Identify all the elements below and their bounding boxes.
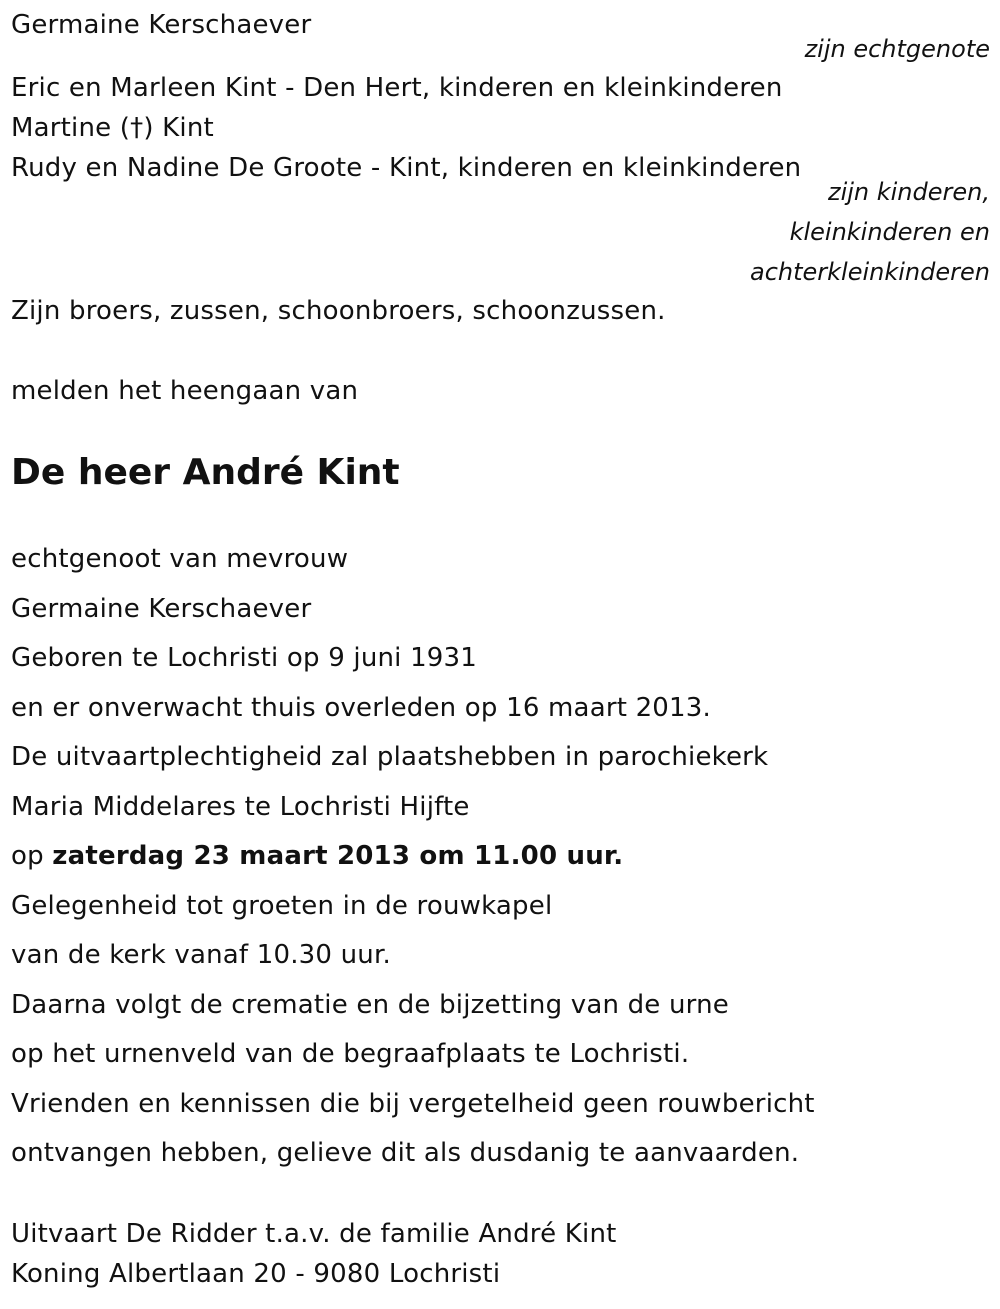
children-role-line-3: achterkleinkinderen	[750, 258, 990, 286]
greeting-line-1: Gelegenheid tot groeten in de rouwkapel	[11, 891, 553, 921]
deceased-name: De heer André Kint	[11, 452, 400, 493]
cremation-line-1: Daarna volgt de crematie en de bijzetting van de urne	[11, 990, 729, 1020]
date-prefix: op	[11, 841, 44, 871]
cremation-line-2: op het urnenveld van de begraafplaats te Lochristi.	[11, 1039, 690, 1069]
ceremony-date-line	[11, 840, 623, 872]
address-line-2: Koning Albertlaan 20 - 9080 Lochristi	[11, 1259, 501, 1289]
notice-line-2: ontvangen hebben, gelieve dit als dusdanig te aanvaarden.	[11, 1138, 800, 1168]
children-role-line-1: zijn kinderen,	[827, 178, 990, 206]
children-line-1: Eric en Marleen Kint - Den Hert, kinderen en kleinkinderen	[11, 73, 783, 103]
notice-line-1: Vrienden en kennissen die bij vergetelheid geen rouwbericht	[11, 1089, 815, 1119]
ceremony-line-1: De uitvaartplechtigheid zal plaatshebben in parochiekerk	[11, 742, 769, 772]
wife-role: zijn echtgenote	[804, 35, 990, 63]
children-role-line-2: kleinkinderen en	[789, 218, 990, 246]
children-line-3: Rudy en Nadine De Groote - Kint, kinderen en kleinkinderen	[11, 153, 802, 183]
greeting-line-2: van de kerk vanaf 10.30 uur.	[11, 940, 391, 970]
ceremony-line-2: Maria Middelares te Lochristi Hijfte	[11, 792, 470, 822]
spouse-name-line: Germaine Kerschaever	[11, 594, 312, 624]
children-line-2: Martine (†) Kint	[11, 113, 214, 143]
spouse-of-line: echtgenoot van mevrouw	[11, 544, 349, 574]
address-line-1: Uitvaart De Ridder t.a.v. de familie André Kint	[11, 1219, 617, 1249]
born-line: Geboren te Lochristi op 9 juni 1931	[11, 643, 478, 673]
date-bold: zaterdag 23 maart 2013 om 11.00 uur.	[52, 841, 624, 871]
siblings-line: Zijn broers, zussen, schoonbroers, schoonzussen.	[11, 296, 666, 326]
wife-name: Germaine Kerschaever	[11, 10, 312, 40]
died-line: en er onverwacht thuis overleden op 16 maart 2013.	[11, 693, 712, 723]
announce-line: melden het heengaan van	[11, 376, 359, 406]
